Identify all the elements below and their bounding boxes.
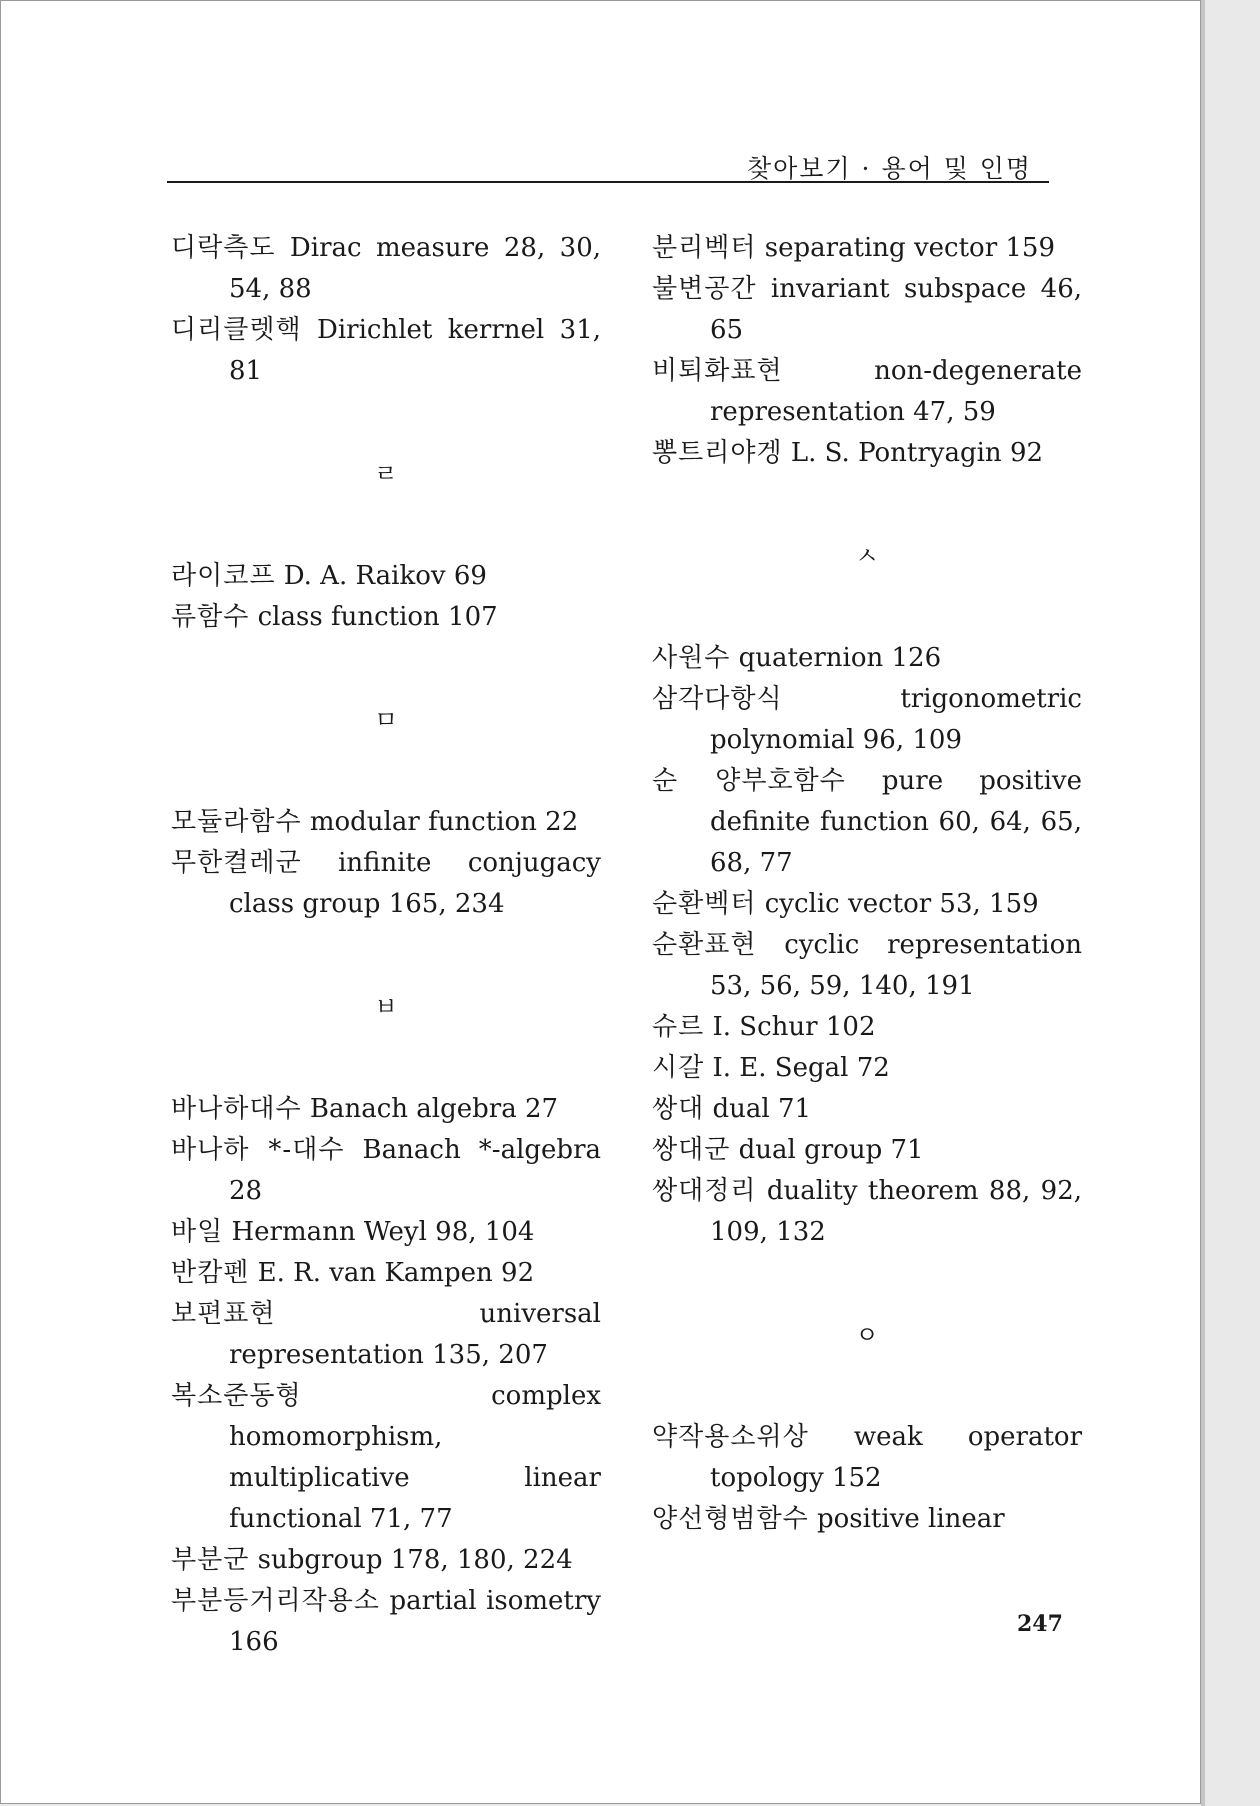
index-term-korean: 순 양부호함수 [652, 766, 846, 796]
index-term-english-and-pages: I. Schur 102 [712, 1012, 876, 1042]
index-term-english-and-pages: subgroup 178, 180, 224 [257, 1545, 573, 1575]
index-entry [652, 1130, 1082, 1171]
index-entry [171, 556, 601, 597]
index-term-english-and-pages: Dirac measure 28, 30, 54, 88 [229, 233, 601, 304]
index-column-left [171, 228, 601, 1663]
index-term-english-and-pages: positive linear [816, 1504, 1005, 1534]
index-entry [652, 1171, 1082, 1253]
index-entry [652, 925, 1082, 1007]
index-entry [652, 269, 1082, 351]
section-heading-bieup: ㅂ [374, 993, 398, 1021]
index-entry [652, 679, 1082, 761]
index-term-korean: 부분등거리작용소 [171, 1586, 380, 1616]
index-term-korean: 라이코프 [171, 561, 276, 591]
index-entry [171, 597, 601, 638]
index-term-korean: 바나하 *-대수 [171, 1135, 345, 1165]
entry-group-d [171, 228, 601, 392]
index-term-english-and-pages: E. R. van Kampen 92 [257, 1258, 535, 1288]
index-term-korean: 양선형범함수 [652, 1504, 809, 1534]
index-term-korean: 보편표현 [171, 1299, 276, 1329]
entry-group-m [171, 802, 601, 925]
index-entry [652, 433, 1082, 474]
index-term-korean: 디락측도 [171, 233, 276, 263]
index-entry [171, 1294, 601, 1376]
index-term-english-and-pages: quaternion 126 [738, 643, 942, 673]
index-entry [171, 1376, 601, 1540]
index-term-korean: 사원수 [652, 643, 731, 673]
index-term-korean: 복소준동형 [171, 1381, 302, 1411]
index-term-english-and-pages: L. S. Pontryagin 92 [790, 438, 1044, 468]
index-term-english-and-pages: Banach *-algebra 28 [229, 1135, 601, 1206]
index-entry [652, 1048, 1082, 1089]
index-entry [652, 1417, 1082, 1499]
section-heading-ieung: ㅇ [855, 1321, 879, 1349]
index-term-korean: 쌍대군 [652, 1135, 731, 1165]
index-term-english-and-pages: Dirichlet kerrnel 31, 81 [229, 315, 602, 386]
entry-group-s [652, 638, 1082, 1253]
index-term-korean: 삼각다항식 [652, 684, 783, 714]
index-term-english-and-pages: universal representation 135, 207 [229, 1299, 601, 1370]
index-term-english-and-pages: Banach algebra 27 [309, 1094, 559, 1124]
index-term-english-and-pages: trigonometric polynomial 96, 109 [710, 684, 1082, 755]
index-term-english-and-pages: non-degenerate representation 47, 59 [710, 356, 1082, 427]
header-rule [167, 181, 1049, 183]
index-term-korean: 분리벡터 [652, 233, 757, 263]
section-heading-rieul: ㄹ [374, 460, 398, 488]
index-column-right [652, 228, 1082, 1540]
entry-group-b-continued [652, 228, 1082, 474]
index-term-english-and-pages: modular function 22 [309, 807, 579, 837]
index-entry [171, 802, 601, 843]
index-term-korean: 쌍대 [652, 1094, 705, 1124]
index-term-korean: 순환표현 [652, 930, 757, 960]
section-heading-siot: ㅅ [855, 542, 879, 570]
index-term-korean: 불변공간 [652, 274, 757, 304]
index-term-korean: 약작용소위상 [652, 1422, 809, 1452]
index-term-korean: 뽕트리야겡 [652, 438, 783, 468]
index-entry [652, 884, 1082, 925]
index-entry [171, 1540, 601, 1581]
index-entry [171, 228, 601, 310]
index-entry [171, 310, 601, 392]
index-entry [171, 1130, 601, 1212]
index-term-english-and-pages: I. E. Segal 72 [712, 1053, 890, 1083]
index-entry [652, 1007, 1082, 1048]
page-number: 247 [1017, 1611, 1063, 1637]
index-term-english-and-pages: cyclic representation 53, 56, 59, 140, 191 [710, 930, 1082, 1001]
index-term-english-and-pages: complex homomorphism, multiplicative linear functional 71, 77 [229, 1381, 601, 1534]
index-term-korean: 부분군 [171, 1545, 250, 1575]
index-term-english-and-pages: class function 107 [257, 602, 498, 632]
index-term-korean: 순환벡터 [652, 889, 757, 919]
index-entry [171, 843, 601, 925]
index-entry [171, 1212, 601, 1253]
index-term-english-and-pages: D. A. Raikov 69 [283, 561, 487, 591]
index-term-english-and-pages: dual group 71 [738, 1135, 924, 1165]
index-term-english-and-pages: pure positive definite function 60, 64, 65, 68, 77 [710, 766, 1083, 878]
index-term-korean: 비퇴화표현 [652, 356, 783, 386]
index-term-korean: 무한켤레군 [171, 848, 302, 878]
section-heading-mieum: ㅁ [374, 706, 398, 734]
index-term-korean: 디리클렛핵 [171, 315, 302, 345]
index-entry [652, 1089, 1082, 1130]
entry-group-b [171, 1089, 601, 1663]
index-term-english-and-pages: separating vector 159 [764, 233, 1056, 263]
index-term-english-and-pages: infinite conjugacy class group 165, 234 [229, 848, 601, 919]
index-term-korean: 시갈 [652, 1053, 705, 1083]
index-term-english-and-pages: invariant subspace 46, 65 [710, 274, 1083, 345]
index-entry [171, 1581, 601, 1663]
index-term-english-and-pages: weak operator topology 152 [710, 1422, 1082, 1493]
index-term-korean: 쌍대정리 [652, 1176, 757, 1206]
index-entry [171, 1089, 601, 1130]
index-term-korean: 바일 [171, 1217, 224, 1247]
index-term-korean: 슈르 [652, 1012, 705, 1042]
running-head: 찾아보기 · 용어 및 인명 [747, 154, 1033, 183]
index-term-english-and-pages: Hermann Weyl 98, 104 [231, 1217, 535, 1247]
index-entry [652, 761, 1082, 884]
index-term-english-and-pages: partial isometry 166 [229, 1586, 601, 1657]
index-entry [171, 1253, 601, 1294]
index-term-english-and-pages: duality theorem 88, 92, 109, 132 [710, 1176, 1082, 1247]
entry-group-o [652, 1417, 1082, 1540]
page-edge-shadow [1201, 0, 1205, 1806]
index-term-korean: 반캄펜 [171, 1258, 250, 1288]
index-entry [652, 351, 1082, 433]
index-entry [652, 1499, 1082, 1540]
index-term-korean: 바나하대수 [171, 1094, 302, 1124]
index-term-korean: 류함수 [171, 602, 250, 632]
index-term-korean: 모듈라함수 [171, 807, 302, 837]
entry-group-r [171, 556, 601, 638]
index-entry [652, 228, 1082, 269]
index-entry [652, 638, 1082, 679]
index-term-english-and-pages: cyclic vector 53, 159 [764, 889, 1039, 919]
index-term-english-and-pages: dual 71 [712, 1094, 812, 1124]
